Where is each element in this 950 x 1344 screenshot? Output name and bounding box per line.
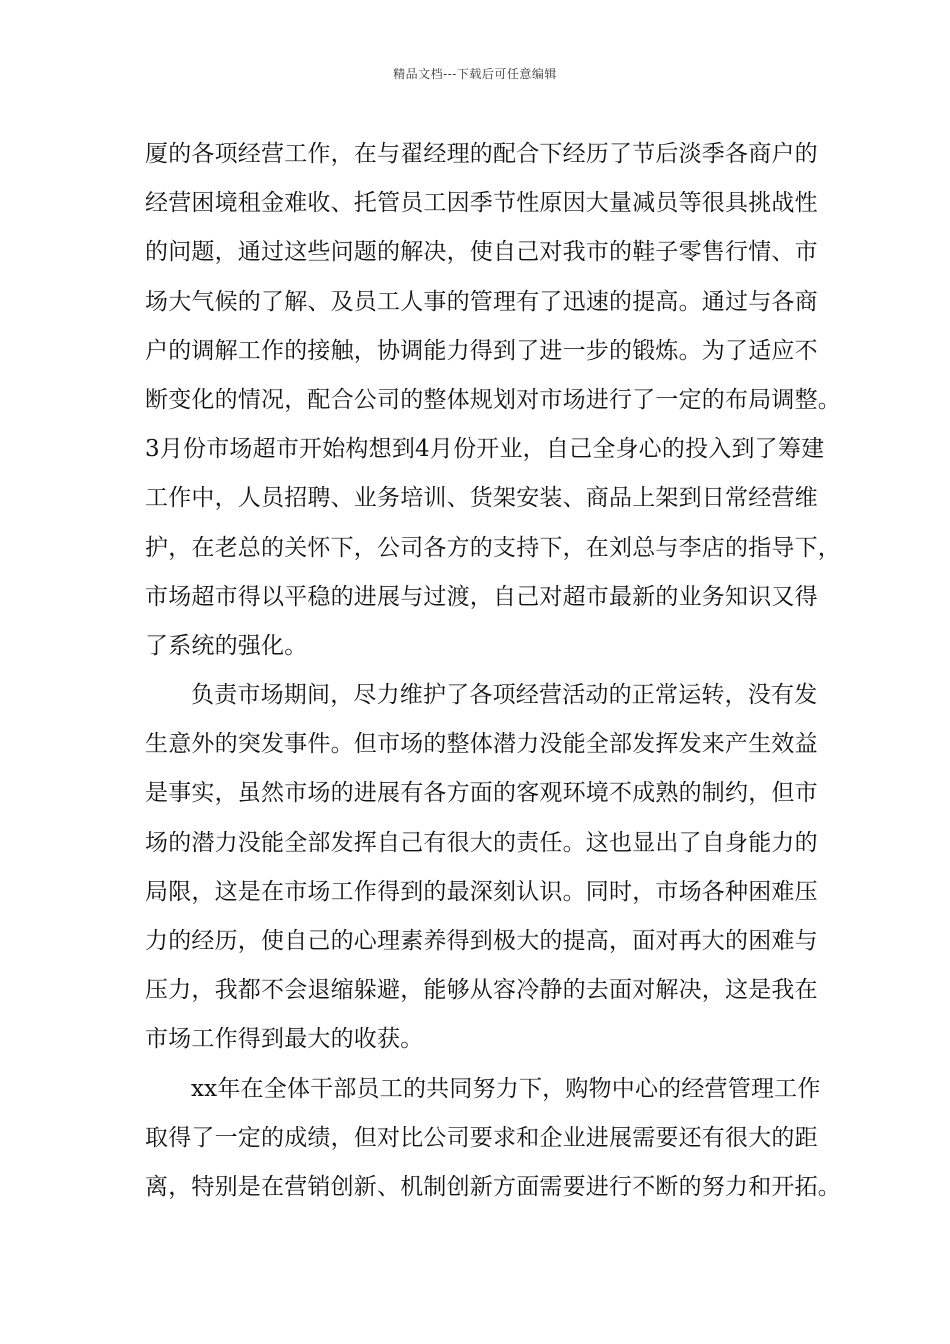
text-line: 局限，这是在市场工作得到的最深刻认识。同时，市场各种困难压 xyxy=(145,878,818,905)
text-line: 断变化的情况，配合公司的整体规划对市场进行了一定的布局调整。 xyxy=(145,386,841,413)
paragraph-first-line: xx年在全体干部员工的共同努力下，购物中心的经营管理工作 xyxy=(191,1075,821,1102)
text-line: 厦的各项经营工作，在与翟经理的配合下经历了节后淡季各商户的 xyxy=(145,141,818,167)
paragraph-first-line: 负责市场期间，尽力维护了各项经营活动的正常运转，没有发 xyxy=(191,682,818,709)
text-line: 离，特别是在营销创新、机制创新方面需要进行不断的努力和开拓。 xyxy=(145,1173,841,1200)
text-line: 户的调解工作的接触，协调能力得到了进一步的锻炼。为了适应不 xyxy=(145,337,818,364)
page-header: 精品文档---下载后可任意编辑 xyxy=(393,67,557,81)
text-line: 经营困境租金难收、托管员工因季节性原因大量减员等很具挑战性 xyxy=(145,190,818,217)
document-body xyxy=(145,130,841,1212)
text-line: 的问题，通过这些问题的解决，使自己对我市的鞋子零售行情、市 xyxy=(145,239,818,266)
text-line: 市场工作得到最大的收获。 xyxy=(145,1026,424,1053)
text-line: 压力，我都不会退缩躲避，能够从容冷静的去面对解决，这是我在 xyxy=(145,977,818,1004)
text-line: 取得了一定的成绩，但对比公司要求和企业进展需要还有很大的距 xyxy=(145,1124,818,1151)
text-line: 工作中，人员招聘、业务培训、货架安装、商品上架到日常经营维 xyxy=(145,485,818,512)
text-line: 3月份市场超市开始构想到4月份开业，自己全身心的投入到了筹建 xyxy=(145,436,825,463)
text-line: 是事实，虽然市场的进展有各方面的客观环境不成熟的制约，但市 xyxy=(145,780,818,807)
text-line: 护，在老总的关怀下，公司各方的支持下，在刘总与李店的指导下， xyxy=(145,534,841,561)
text-line: 了系统的强化。 xyxy=(145,632,308,659)
text-line: 场的潜力没能全部发挥自己有很大的责任。这也显出了自身能力的 xyxy=(145,829,818,856)
text-line: 市场超市得以平稳的进展与过渡，自己对超市最新的业务知识又得 xyxy=(145,583,818,610)
text-line: 生意外的突发事件。但市场的整体潜力没能全部发挥发来产生效益 xyxy=(145,731,818,758)
text-line: 场大气候的了解、及员工人事的管理有了迅速的提高。通过与各商 xyxy=(145,288,818,315)
text-line: 力的经历，使自己的心理素养得到极大的提高，面对再大的困难与 xyxy=(145,928,818,954)
